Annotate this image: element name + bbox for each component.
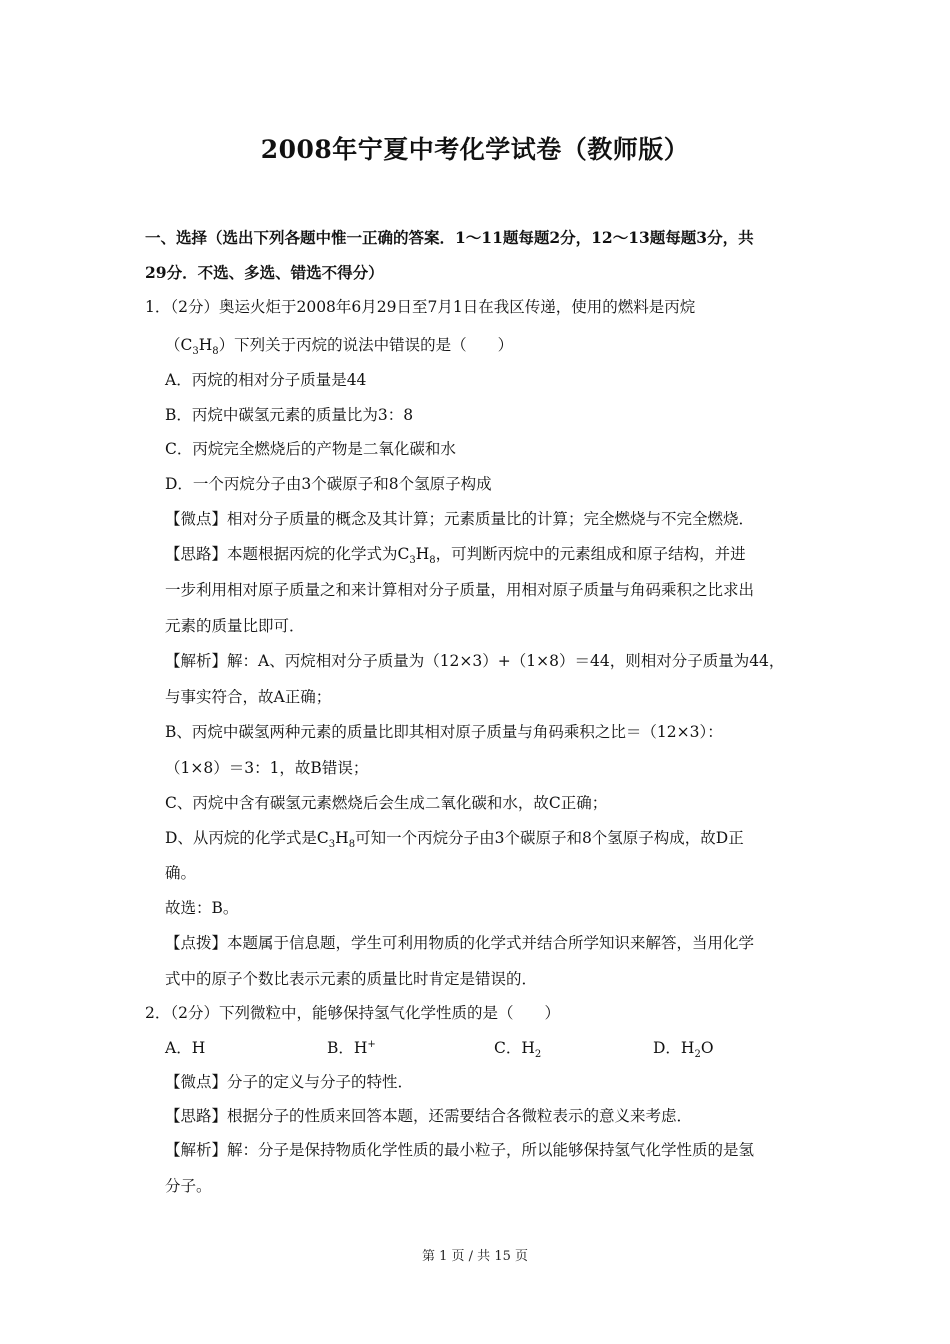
q1-jiexi-line6: D、从丙烷的化学式是$C_3H_8$可知一个丙烷分子由3个碳原子和8个氢原子构成，故D正	[165, 829, 744, 851]
q1-jiexi-line7: 确。	[165, 864, 197, 882]
document-title: 2008年宁夏中考化学试卷（教师版）	[260, 135, 690, 164]
q2-option-c: C．$H_2$	[494, 1039, 542, 1061]
q1-option-d: D．一个丙烷分子由3个碳原子和8个氢原子构成	[165, 475, 492, 493]
q1-jiexi-line4: （1×8）＝3：1，故B错误；	[165, 759, 369, 777]
q2-option-b: B．H+	[327, 1038, 376, 1057]
q2-option-a: A．H	[165, 1039, 206, 1057]
q1-dianbo-line2: 式中的原子个数比表示元素的质量比时肯定是错误的．	[165, 970, 538, 988]
q1-silu-line2: 一步利用相对原子质量之和来计算相对分子质量，用相对原子质量与角码乘积之比求出	[165, 581, 755, 599]
page-footer: 第 1 页 / 共 15 页	[422, 1249, 528, 1264]
q1-option-a: A．丙烷的相对分子质量是44	[165, 371, 367, 389]
q1-stem-line2: $(C_3H_8)$下列关于丙烷的说法中错误的是（ ）	[165, 336, 514, 358]
q1-weidian: 【微点】相对分子质量的概念及其计算；元素质量比的计算；完全燃烧与不完全燃烧．	[165, 510, 755, 528]
q1-silu-line3: 元素的质量比即可．	[165, 617, 305, 635]
q1-stem-line1: 1．（2分）奥运火炬于2008年6月29日至7月1日在我区传递，使用的燃料是丙烷	[145, 298, 696, 316]
q1-dianbo-line1: 【点拨】本题属于信息题，学生可利用物质的化学式并结合所学知识来解答，当用化学	[165, 934, 755, 952]
q2-weidian: 【微点】分子的定义与分子的特性．	[165, 1073, 414, 1091]
q1-option-c: C．丙烷完全燃烧后的产物是二氧化碳和水	[165, 440, 456, 458]
q1-jiexi-line2: 与事实符合，故A正确；	[165, 688, 332, 706]
q2-jiexi-line2: 分子。	[165, 1177, 212, 1195]
q1-option-b: B．丙烷中碳氢元素的质量比为3：8	[165, 406, 414, 424]
section-heading-line1: 一、选择（选出下列各题中惟一正确的答案．1～11题每题2分，12～13题每题3分，共	[145, 228, 754, 247]
section-heading-line2: 29分．不选、多选、错选不得分）	[145, 263, 384, 282]
q2-stem: 2．（2分）下列微粒中，能够保持氢气化学性质的是（ ）	[145, 1004, 560, 1022]
q1-jiexi-line3: B、丙烷中碳氢两种元素的质量比即其相对原子质量与角码乘积之比＝（12×3）：	[165, 723, 723, 741]
q1-answer: 故选：B。	[165, 899, 239, 917]
q2-silu: 【思路】根据分子的性质来回答本题，还需要结合各微粒表示的意义来考虑．	[165, 1107, 693, 1125]
q2-option-d: D．$H_2O$	[653, 1039, 714, 1061]
q2-jiexi-line1: 【解析】解：分子是保持物质化学性质的最小粒子，所以能够保持氢气化学性质的是氢	[165, 1141, 755, 1159]
q1-jiexi-line5: C、丙烷中含有碳氢元素燃烧后会生成二氧化碳和水，故C正确；	[165, 794, 608, 812]
q1-silu-line1: 【思路】本题根据丙烷的化学式为$C_3H_8$，可判断丙烷中的元素组成和原子结构，并进	[165, 545, 746, 567]
q1-jiexi-line1: 【解析】解：A、丙烷相对分子质量为（12×3）+（1×8）＝44，则相对分子质量为44，	[165, 652, 785, 670]
